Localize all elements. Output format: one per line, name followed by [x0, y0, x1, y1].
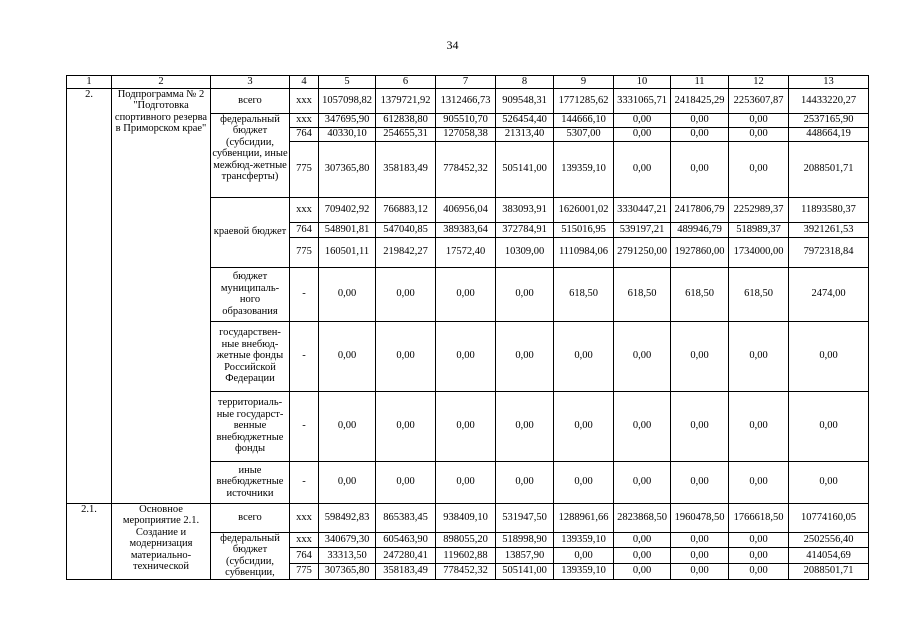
source-label: государствен-ные внебюд-жетные фонды Российской Федерации [211, 321, 290, 391]
code-cell: 764 [290, 222, 319, 237]
value-cell: 905510,70 [436, 113, 496, 127]
value-cell: 127058,38 [436, 127, 496, 141]
value-cell: 219842,27 [376, 237, 436, 267]
value-cell: 0,00 [729, 461, 789, 503]
row-number: 2. [67, 88, 112, 503]
value-cell: 605463,90 [376, 532, 436, 548]
value-cell: 0,00 [436, 461, 496, 503]
value-cell: 1771285,62 [554, 88, 614, 113]
code-cell: 764 [290, 548, 319, 564]
value-cell: 0,00 [671, 391, 729, 461]
value-cell: 0,00 [729, 113, 789, 127]
value-cell: 160501,11 [319, 237, 376, 267]
code-cell: - [290, 321, 319, 391]
value-cell: 406956,04 [436, 197, 496, 222]
value-cell: 531947,50 [496, 503, 554, 532]
value-cell: 2252989,37 [729, 197, 789, 222]
value-cell: 518998,90 [496, 532, 554, 548]
value-cell: 21313,40 [496, 127, 554, 141]
value-cell: 0,00 [671, 113, 729, 127]
source-label: территориаль-ные государст-венные внебюджетные фонды [211, 391, 290, 461]
value-cell: 254655,31 [376, 127, 436, 141]
value-cell: 7972318,84 [789, 237, 869, 267]
value-cell: 2088501,71 [789, 563, 869, 579]
value-cell: 778452,32 [436, 563, 496, 579]
value-cell: 0,00 [436, 391, 496, 461]
column-header: 4 [290, 76, 319, 89]
value-cell: 33313,50 [319, 548, 376, 564]
value-cell: 10309,00 [496, 237, 554, 267]
row-number: 2.1. [67, 503, 112, 579]
value-cell: 3331065,71 [614, 88, 671, 113]
source-label: федеральный бюджет (субсидии, субвенции, [211, 532, 290, 579]
value-cell: 10774160,05 [789, 503, 869, 532]
value-cell: 2791250,00 [614, 237, 671, 267]
value-cell: 139359,10 [554, 141, 614, 197]
value-cell: 3921261,53 [789, 222, 869, 237]
value-cell: 0,00 [729, 563, 789, 579]
value-cell: 598492,83 [319, 503, 376, 532]
value-cell: 0,00 [496, 391, 554, 461]
value-cell: 0,00 [496, 461, 554, 503]
code-cell: - [290, 391, 319, 461]
value-cell: 612838,80 [376, 113, 436, 127]
value-cell: 526454,40 [496, 113, 554, 127]
column-header: 10 [614, 76, 671, 89]
value-cell: 0,00 [614, 461, 671, 503]
value-cell: 139359,10 [554, 532, 614, 548]
value-cell: 489946,79 [671, 222, 729, 237]
value-cell: 0,00 [614, 127, 671, 141]
value-cell: 0,00 [614, 548, 671, 564]
value-cell: 1110984,06 [554, 237, 614, 267]
value-cell: 0,00 [554, 461, 614, 503]
value-cell: 0,00 [319, 267, 376, 321]
code-cell: ххх [290, 113, 319, 127]
value-cell: 2474,00 [789, 267, 869, 321]
value-cell: 0,00 [436, 267, 496, 321]
code-cell: 775 [290, 237, 319, 267]
code-cell: - [290, 461, 319, 503]
value-cell: 0,00 [376, 321, 436, 391]
value-cell: 0,00 [729, 532, 789, 548]
value-cell: 909548,31 [496, 88, 554, 113]
value-cell: 2253607,87 [729, 88, 789, 113]
value-cell: 547040,85 [376, 222, 436, 237]
budget-table [66, 75, 869, 580]
value-cell: 2537165,90 [789, 113, 869, 127]
code-cell: ххх [290, 197, 319, 222]
value-cell: 766883,12 [376, 197, 436, 222]
value-cell: 247280,41 [376, 548, 436, 564]
code-cell: 775 [290, 563, 319, 579]
value-cell: 505141,00 [496, 563, 554, 579]
column-header: 5 [319, 76, 376, 89]
value-cell: 0,00 [671, 461, 729, 503]
value-cell: 0,00 [729, 391, 789, 461]
value-cell: 2417806,79 [671, 197, 729, 222]
value-cell: 778452,32 [436, 141, 496, 197]
code-cell: ххх [290, 532, 319, 548]
value-cell: 347695,90 [319, 113, 376, 127]
value-cell: 898055,20 [436, 532, 496, 548]
value-cell: 448664,19 [789, 127, 869, 141]
value-cell: 1734000,00 [729, 237, 789, 267]
value-cell: 0,00 [671, 141, 729, 197]
column-header: 11 [671, 76, 729, 89]
column-header: 3 [211, 76, 290, 89]
source-label: всего [211, 88, 290, 113]
source-label: бюджет муниципаль-ного образования [211, 267, 290, 321]
value-cell: 11893580,37 [789, 197, 869, 222]
value-cell: 0,00 [671, 321, 729, 391]
value-cell: 0,00 [614, 141, 671, 197]
value-cell: 865383,45 [376, 503, 436, 532]
value-cell: 0,00 [436, 321, 496, 391]
value-cell: 1057098,82 [319, 88, 376, 113]
value-cell: 0,00 [319, 461, 376, 503]
table-row [67, 76, 869, 89]
value-cell: 0,00 [554, 321, 614, 391]
value-cell: 307365,80 [319, 141, 376, 197]
value-cell: 2418425,29 [671, 88, 729, 113]
value-cell: 0,00 [614, 391, 671, 461]
value-cell: 0,00 [319, 391, 376, 461]
value-cell: 0,00 [729, 548, 789, 564]
table-row [67, 503, 869, 532]
value-cell: 0,00 [671, 548, 729, 564]
value-cell: 2823868,50 [614, 503, 671, 532]
value-cell: 0,00 [729, 127, 789, 141]
column-header: 7 [436, 76, 496, 89]
value-cell: 1626001,02 [554, 197, 614, 222]
value-cell: 17572,40 [436, 237, 496, 267]
value-cell: 0,00 [376, 461, 436, 503]
value-cell: 1288961,66 [554, 503, 614, 532]
program-title: Подпрограмма № 2 "Подготовка спортивного резерва в Приморском крае" [112, 88, 211, 503]
value-cell: 618,50 [614, 267, 671, 321]
value-cell: 1927860,00 [671, 237, 729, 267]
column-header: 9 [554, 76, 614, 89]
code-cell: 764 [290, 127, 319, 141]
value-cell: 3330447,21 [614, 197, 671, 222]
value-cell: 0,00 [614, 321, 671, 391]
value-cell: 13857,90 [496, 548, 554, 564]
value-cell: 144666,10 [554, 113, 614, 127]
column-header: 12 [729, 76, 789, 89]
value-cell: 2088501,71 [789, 141, 869, 197]
source-label: всего [211, 503, 290, 532]
column-header: 13 [789, 76, 869, 89]
value-cell: 618,50 [729, 267, 789, 321]
value-cell: 709402,92 [319, 197, 376, 222]
value-cell: 0,00 [319, 321, 376, 391]
table-row [67, 88, 869, 113]
value-cell: 1960478,50 [671, 503, 729, 532]
value-cell: 0,00 [789, 461, 869, 503]
value-cell: 548901,81 [319, 222, 376, 237]
code-cell: ххх [290, 503, 319, 532]
value-cell: 14433220,27 [789, 88, 869, 113]
program-title: Основное мероприятие 2.1. Создание и модернизация материально-технической [112, 503, 211, 579]
value-cell: 307365,80 [319, 563, 376, 579]
source-label: иные внебюджетные источники [211, 461, 290, 503]
column-header: 2 [112, 76, 211, 89]
value-cell: 372784,91 [496, 222, 554, 237]
column-header: 1 [67, 76, 112, 89]
value-cell: 40330,10 [319, 127, 376, 141]
value-cell: 0,00 [671, 563, 729, 579]
value-cell: 389383,64 [436, 222, 496, 237]
value-cell: 0,00 [614, 532, 671, 548]
value-cell: 358183,49 [376, 141, 436, 197]
value-cell: 618,50 [671, 267, 729, 321]
value-cell: 505141,00 [496, 141, 554, 197]
code-cell: - [290, 267, 319, 321]
value-cell: 938409,10 [436, 503, 496, 532]
page-number: 34 [446, 38, 459, 52]
value-cell: 0,00 [729, 141, 789, 197]
value-cell: 518989,37 [729, 222, 789, 237]
column-header: 8 [496, 76, 554, 89]
source-label: федеральный бюджет (субсидии, субвенции, иные межбюд-жетные трансферты) [211, 113, 290, 197]
value-cell: 383093,91 [496, 197, 554, 222]
code-cell: ххх [290, 88, 319, 113]
value-cell: 0,00 [554, 548, 614, 564]
value-cell: 340679,30 [319, 532, 376, 548]
value-cell: 0,00 [789, 321, 869, 391]
value-cell: 0,00 [376, 267, 436, 321]
value-cell: 0,00 [671, 532, 729, 548]
value-cell: 0,00 [614, 113, 671, 127]
value-cell: 0,00 [729, 321, 789, 391]
value-cell: 0,00 [789, 391, 869, 461]
value-cell: 0,00 [614, 563, 671, 579]
value-cell: 618,50 [554, 267, 614, 321]
value-cell: 358183,49 [376, 563, 436, 579]
value-cell: 119602,88 [436, 548, 496, 564]
value-cell: 5307,00 [554, 127, 614, 141]
value-cell: 515016,95 [554, 222, 614, 237]
source-label: краевой бюджет [211, 197, 290, 267]
value-cell: 2502556,40 [789, 532, 869, 548]
value-cell: 414054,69 [789, 548, 869, 564]
value-cell: 0,00 [496, 267, 554, 321]
code-cell: 775 [290, 141, 319, 197]
value-cell: 0,00 [671, 127, 729, 141]
value-cell: 539197,21 [614, 222, 671, 237]
value-cell: 0,00 [496, 321, 554, 391]
value-cell: 139359,10 [554, 563, 614, 579]
value-cell: 1766618,50 [729, 503, 789, 532]
value-cell: 0,00 [554, 391, 614, 461]
column-header: 6 [376, 76, 436, 89]
value-cell: 0,00 [376, 391, 436, 461]
value-cell: 1379721,92 [376, 88, 436, 113]
value-cell: 1312466,73 [436, 88, 496, 113]
